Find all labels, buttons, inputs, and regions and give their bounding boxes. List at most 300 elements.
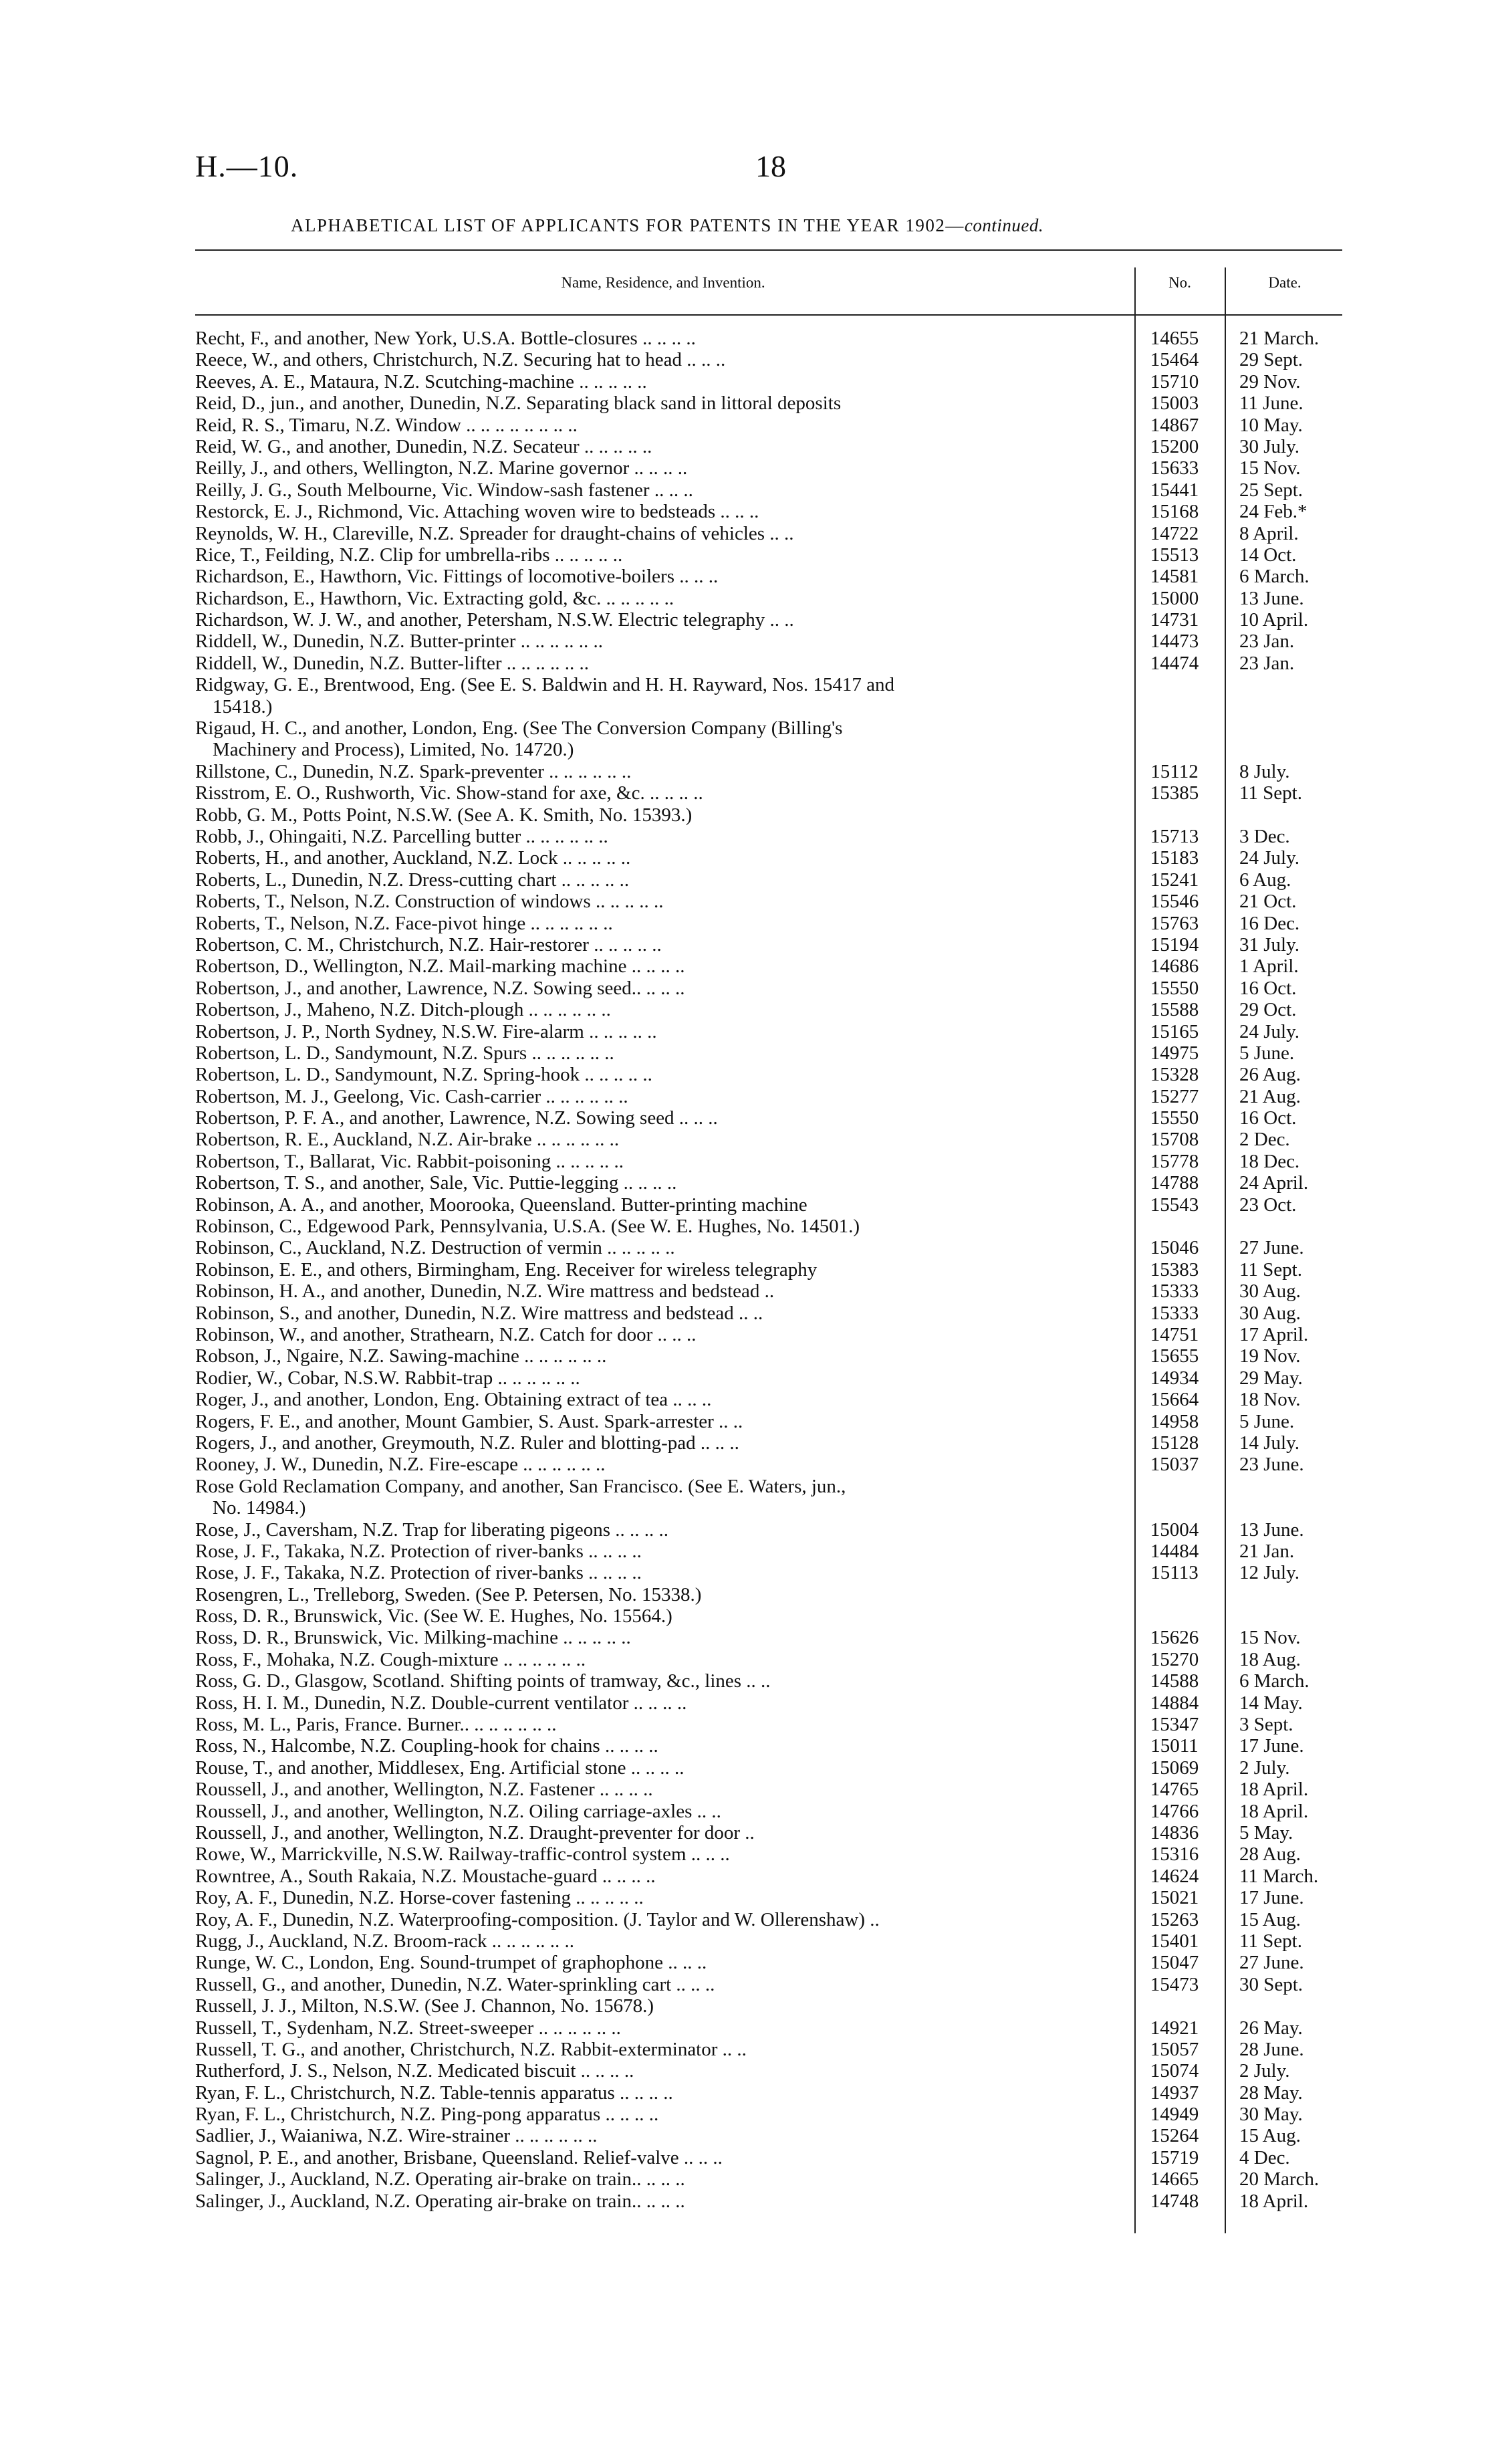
applicant-entry bbox=[195, 1303, 1126, 1324]
applicant-entry bbox=[195, 1259, 1126, 1280]
entry-text: Robertson, T. S., and another, Sale, Vic. Puttie-legging .. .. .. .. bbox=[195, 1172, 677, 1194]
entry-text: Reilly, J., and others, Wellington, N.Z. Marine governor .. .. .. .. bbox=[195, 457, 688, 479]
entry-text: Ryan, F. L., Christchurch, N.Z. Ping-pong apparatus .. .. .. .. bbox=[195, 2104, 659, 2126]
patent-number: 15333 bbox=[1150, 1280, 1199, 1303]
entry-text: Rogers, F. E., and another, Mount Gambier, S. Aust. Spark-arrester .. .. bbox=[195, 1410, 743, 1432]
applicant-entry bbox=[195, 1692, 1126, 1714]
table-row bbox=[195, 1562, 1342, 1583]
application-date: 20 March. bbox=[1239, 2168, 1320, 2191]
application-date: 12 July. bbox=[1239, 1562, 1299, 1584]
patent-number: 15473 bbox=[1150, 1973, 1199, 1995]
application-date: 6 March. bbox=[1239, 1670, 1310, 1692]
application-date: 3 Dec. bbox=[1239, 826, 1290, 848]
applicant-entry bbox=[195, 1627, 1126, 1648]
application-date: 23 Jan. bbox=[1239, 631, 1295, 653]
entry-text: Roberts, T., Nelson, N.Z. Face-pivot hinge .. .. .. .. .. .. bbox=[195, 912, 613, 934]
entry-continuation: Machinery and Process), Limited, No. 14720.) bbox=[213, 739, 574, 761]
applicant-entry bbox=[195, 1843, 1126, 1865]
table-row bbox=[195, 2017, 1342, 2039]
table-row bbox=[195, 1995, 1342, 2017]
applicant-entry bbox=[195, 1714, 1126, 1735]
application-date: 27 June. bbox=[1239, 1237, 1304, 1259]
applicant-entry bbox=[195, 371, 1126, 393]
application-date: 18 Dec. bbox=[1239, 1150, 1300, 1172]
table-row bbox=[195, 371, 1342, 393]
table-row bbox=[195, 1367, 1342, 1389]
table-row bbox=[195, 2082, 1342, 2104]
applicant-entry bbox=[195, 479, 1126, 501]
application-date: 28 June. bbox=[1239, 2038, 1304, 2060]
patent-number: 15513 bbox=[1150, 544, 1199, 566]
table-row bbox=[195, 1843, 1342, 1865]
application-date: 18 Aug. bbox=[1239, 1648, 1301, 1670]
table-row bbox=[195, 1952, 1342, 1973]
entry-text: Rowntree, A., South Rakaia, N.Z. Moustache-guard .. .. .. .. bbox=[195, 1865, 656, 1887]
application-date: 29 May. bbox=[1239, 1367, 1303, 1389]
patent-number: 15626 bbox=[1150, 1627, 1199, 1649]
applicant-entry bbox=[195, 717, 1128, 761]
table-row bbox=[195, 1303, 1342, 1324]
application-date: 11 Sept. bbox=[1239, 1930, 1302, 1952]
table-row bbox=[195, 1584, 1342, 1605]
application-date: 17 April. bbox=[1239, 1324, 1309, 1345]
entry-text: Russell, T., Sydenham, N.Z. Street-sweeper .. .. .. .. .. .. bbox=[195, 2017, 621, 2039]
page-number: 18 bbox=[755, 149, 786, 183]
application-date: 21 Oct. bbox=[1239, 891, 1297, 913]
patent-number: 15004 bbox=[1150, 1519, 1199, 1541]
table-row bbox=[195, 1454, 1342, 1475]
patent-number: 15270 bbox=[1150, 1648, 1199, 1670]
applicant-entry bbox=[195, 1779, 1126, 1800]
application-date: 29 Oct. bbox=[1239, 999, 1297, 1021]
table-row bbox=[195, 1432, 1342, 1454]
table-row bbox=[195, 1909, 1342, 1930]
patent-number: 15385 bbox=[1150, 782, 1199, 804]
entry-text: Robb, J., Ohingaiti, N.Z. Parcelling butter .. .. .. .. .. .. bbox=[195, 826, 608, 848]
table-row bbox=[195, 1345, 1342, 1367]
table-row bbox=[195, 1757, 1342, 1779]
applicant-entry bbox=[195, 847, 1126, 869]
entry-text: Ross, F., Mohaka, N.Z. Cough-mixture .. .. .. .. .. .. bbox=[195, 1648, 586, 1670]
entry-text: Reilly, J. G., South Melbourne, Vic. Window-sash fastener .. .. .. bbox=[195, 479, 693, 501]
table-row bbox=[195, 1801, 1342, 1822]
application-date: 19 Nov. bbox=[1239, 1345, 1301, 1367]
patent-number: 15719 bbox=[1150, 2146, 1199, 2168]
applicant-entry bbox=[195, 1345, 1126, 1367]
applicant-entry bbox=[195, 1107, 1126, 1129]
applicant-entry bbox=[195, 891, 1126, 912]
entry-continuation: 15418.) bbox=[213, 695, 273, 717]
patent-number: 15763 bbox=[1150, 912, 1199, 934]
entry-text: Robb, G. M., Potts Point, N.S.W. (See A. K. Smith, No. 15393.) bbox=[195, 804, 693, 826]
entry-text: Robertson, M. J., Geelong, Vic. Cash-carrier .. .. .. .. .. .. bbox=[195, 1085, 628, 1107]
applicant-entry bbox=[195, 1952, 1126, 1973]
table-row bbox=[195, 826, 1342, 847]
entry-text: Robertson, T., Ballarat, Vic. Rabbit-poisoning .. .. .. .. .. bbox=[195, 1150, 624, 1172]
application-date: 11 March. bbox=[1239, 1865, 1319, 1887]
applicant-entry bbox=[195, 631, 1126, 652]
entry-text: Roussell, J., and another, Wellington, N.Z. Draught-preventer for door .. bbox=[195, 1822, 755, 1843]
patent-number: 15021 bbox=[1150, 1887, 1199, 1909]
table-row bbox=[195, 761, 1342, 782]
entry-text: Russell, J. J., Milton, N.S.W. (See J. Channon, No. 15678.) bbox=[195, 1995, 654, 2017]
applicant-entry bbox=[195, 1237, 1126, 1258]
table-row bbox=[195, 653, 1342, 674]
table-row bbox=[195, 1389, 1342, 1410]
applicant-entry bbox=[195, 544, 1126, 566]
patent-number: 14484 bbox=[1150, 1540, 1199, 1562]
application-date: 16 Oct. bbox=[1239, 1107, 1297, 1129]
application-date: 2 July. bbox=[1239, 2060, 1290, 2082]
table-row bbox=[195, 956, 1342, 977]
application-date: 5 May. bbox=[1239, 1822, 1293, 1843]
table-row bbox=[195, 1216, 1342, 1237]
table-row bbox=[195, 609, 1342, 631]
application-date: 15 Nov. bbox=[1239, 457, 1301, 479]
entry-text: Robertson, J. P., North Sydney, N.S.W. Fire-alarm .. .. .. .. .. bbox=[195, 1020, 657, 1042]
table-row bbox=[195, 1605, 1342, 1627]
patent-number: 14722 bbox=[1150, 522, 1199, 544]
entry-text: Rouse, T., and another, Middlesex, Eng. Artificial stone .. .. .. .. bbox=[195, 1757, 685, 1779]
application-date: 1 April. bbox=[1239, 956, 1299, 978]
table-header-rule bbox=[195, 314, 1342, 316]
entry-text: Rodier, W., Cobar, N.S.W. Rabbit-trap .. .. .. .. .. .. bbox=[195, 1367, 580, 1389]
patent-number: 14921 bbox=[1150, 2017, 1199, 2039]
patent-number: 15347 bbox=[1150, 1714, 1199, 1736]
application-date: 18 April. bbox=[1239, 1800, 1309, 1822]
patent-number: 15183 bbox=[1150, 847, 1199, 869]
patent-number: 15333 bbox=[1150, 1302, 1199, 1324]
applicant-entry bbox=[195, 2104, 1126, 2125]
entry-text: Robertson, L. D., Sandymount, N.Z. Spurs .. .. .. .. .. .. bbox=[195, 1042, 614, 1064]
patent-number: 15550 bbox=[1150, 1107, 1199, 1129]
applicant-entry bbox=[195, 436, 1126, 457]
entry-text: Ridgway, G. E., Brentwood, Eng. (See E. S. Baldwin and H. H. Rayward, Nos. 15417 and bbox=[195, 674, 895, 696]
patent-number: 14748 bbox=[1150, 2190, 1199, 2212]
entry-text: Rose, J. F., Takaka, N.Z. Protection of river-banks .. .. .. .. bbox=[195, 1562, 642, 1584]
application-date: 14 May. bbox=[1239, 1692, 1303, 1714]
entry-text: Rose, J. F., Takaka, N.Z. Protection of river-banks .. .. .. .. bbox=[195, 1540, 642, 1562]
entry-text: Risstrom, E. O., Rushworth, Vic. Show-stand for axe, &c. .. .. .. .. bbox=[195, 782, 703, 804]
applicant-entry bbox=[195, 1757, 1126, 1779]
applicant-entry bbox=[195, 1367, 1126, 1389]
applicant-entry bbox=[195, 2168, 1126, 2190]
applicant-entry bbox=[195, 1476, 1128, 1519]
entry-text: Rooney, J. W., Dunedin, N.Z. Fire-escape .. .. .. .. .. .. bbox=[195, 1454, 606, 1476]
application-date: 13 June. bbox=[1239, 1519, 1304, 1541]
applicant-entry bbox=[195, 609, 1126, 631]
entry-text: Riddell, W., Dunedin, N.Z. Butter-lifter .. .. .. .. .. .. bbox=[195, 652, 590, 674]
patent-number: 14624 bbox=[1150, 1865, 1199, 1887]
patent-number: 15074 bbox=[1150, 2060, 1199, 2082]
entry-text: Rice, T., Feilding, N.Z. Clip for umbrella-ribs .. .. .. .. .. bbox=[195, 544, 623, 566]
patent-number: 15778 bbox=[1150, 1150, 1199, 1172]
application-date: 14 Oct. bbox=[1239, 544, 1297, 566]
application-date: 31 July. bbox=[1239, 933, 1299, 956]
applicant-entry bbox=[195, 2060, 1126, 2082]
application-date: 30 Aug. bbox=[1239, 1302, 1301, 1324]
table-row bbox=[195, 934, 1342, 956]
application-date: 29 Sept. bbox=[1239, 349, 1303, 371]
title-continued: continued. bbox=[964, 215, 1044, 235]
applicant-entry bbox=[195, 1324, 1126, 1345]
patent-number: 14766 bbox=[1150, 1800, 1199, 1822]
patent-number: 14934 bbox=[1150, 1367, 1199, 1389]
applicant-entry bbox=[195, 1042, 1126, 1064]
patent-number: 15633 bbox=[1150, 457, 1199, 479]
table-row bbox=[195, 2191, 1342, 2212]
application-date: 27 June. bbox=[1239, 1952, 1304, 1974]
applicant-entry bbox=[195, 1541, 1126, 1562]
entry-text: Ross, D. R., Brunswick, Vic. Milking-machine .. .. .. .. .. bbox=[195, 1627, 631, 1649]
entry-text: Robertson, D., Wellington, N.Z. Mail-marking machine .. .. .. .. bbox=[195, 956, 685, 978]
application-date: 24 Feb.* bbox=[1239, 501, 1308, 523]
table-row bbox=[195, 1822, 1342, 1843]
application-date: 15 Aug. bbox=[1239, 2125, 1301, 2147]
entry-text: Robertson, P. F. A., and another, Lawrence, N.Z. Sowing seed .. .. .. bbox=[195, 1107, 718, 1129]
entry-text: Roy, A. F., Dunedin, N.Z. Waterproofing-composition. (J. Taylor and W. Ollerenshaw) .. bbox=[195, 1908, 880, 1930]
table-row bbox=[195, 1670, 1342, 1692]
applicant-entry bbox=[195, 1432, 1126, 1454]
entry-text: Restorck, E. J., Richmond, Vic. Attaching woven wire to bedsteads .. .. .. bbox=[195, 501, 759, 523]
applicant-entry bbox=[195, 1801, 1126, 1822]
table-row bbox=[195, 717, 1342, 761]
patent-number: 15069 bbox=[1150, 1757, 1199, 1779]
patent-number: 15241 bbox=[1150, 869, 1199, 891]
application-date: 6 March. bbox=[1239, 566, 1310, 588]
patent-number: 15200 bbox=[1150, 435, 1199, 457]
applicant-entry bbox=[195, 913, 1126, 934]
applicant-entry bbox=[195, 523, 1126, 544]
table-row bbox=[195, 1172, 1342, 1194]
patent-number: 15383 bbox=[1150, 1258, 1199, 1280]
applicant-entry bbox=[195, 1151, 1126, 1172]
entry-text: Russell, T. G., and another, Christchurch, N.Z. Rabbit-exterminator .. .. bbox=[195, 2038, 747, 2060]
table-row bbox=[195, 1237, 1342, 1258]
patent-number: 14975 bbox=[1150, 1042, 1199, 1064]
entry-text: Robinson, A. A., and another, Moorooka, Queensland. Butter-printing machine bbox=[195, 1194, 807, 1216]
patent-number: 15263 bbox=[1150, 1908, 1199, 1930]
column-header-no: No. bbox=[1168, 274, 1191, 291]
patent-number: 15113 bbox=[1150, 1562, 1199, 1584]
table-row bbox=[195, 479, 1342, 501]
table-row bbox=[195, 393, 1342, 414]
application-date: 30 Sept. bbox=[1239, 1973, 1303, 1995]
entry-text: Richardson, E., Hawthorn, Vic. Extracting gold, &c. .. .. .. .. .. bbox=[195, 587, 674, 609]
patent-number: 14788 bbox=[1150, 1172, 1199, 1194]
table-row bbox=[195, 1042, 1342, 1064]
entry-text: Robinson, W., and another, Strathearn, N.Z. Catch for door .. .. .. bbox=[195, 1324, 697, 1345]
table-row bbox=[195, 523, 1342, 544]
patent-number: 14836 bbox=[1150, 1822, 1199, 1843]
column-header-name: Name, Residence, and Invention. bbox=[561, 274, 765, 291]
table-row bbox=[195, 1151, 1342, 1172]
applicant-entry bbox=[195, 1064, 1126, 1085]
applicant-entry bbox=[195, 1454, 1126, 1475]
applicant-entry bbox=[195, 1735, 1126, 1757]
patent-number: 15655 bbox=[1150, 1345, 1199, 1367]
application-date: 26 Aug. bbox=[1239, 1064, 1301, 1086]
applicant-entry bbox=[195, 1866, 1126, 1887]
entry-text: Richardson, W. J. W., and another, Petersham, N.S.W. Electric telegraphy .. .. bbox=[195, 609, 794, 631]
table-row bbox=[195, 457, 1342, 479]
application-date: 21 March. bbox=[1239, 328, 1320, 349]
application-date: 23 Jan. bbox=[1239, 652, 1295, 674]
entry-text: Rugg, J., Auckland, N.Z. Broom-rack .. .. .. .. .. .. bbox=[195, 1930, 575, 1952]
patent-number: 15168 bbox=[1150, 501, 1199, 523]
applicant-entry bbox=[195, 1605, 1126, 1627]
applicant-entry bbox=[195, 999, 1126, 1020]
patent-number: 15112 bbox=[1150, 760, 1199, 782]
applicant-entry bbox=[195, 2017, 1126, 2039]
entry-text: Robertson, L. D., Sandymount, N.Z. Spring-hook .. .. .. .. .. bbox=[195, 1064, 652, 1086]
applicant-entry bbox=[195, 349, 1126, 370]
table-row bbox=[195, 631, 1342, 652]
entry-text: Robinson, C., Auckland, N.Z. Destruction of vermin .. .. .. .. .. bbox=[195, 1237, 675, 1259]
applicant-entry bbox=[195, 934, 1126, 956]
entry-text: Robertson, C. M., Christchurch, N.Z. Hair-restorer .. .. .. .. .. bbox=[195, 933, 662, 956]
applicant-entry bbox=[195, 1172, 1126, 1194]
entry-text: Recht, F., and another, New York, U.S.A. Bottle-closures .. .. .. .. bbox=[195, 328, 696, 349]
applicant-entry bbox=[195, 2125, 1126, 2146]
patent-number: 14665 bbox=[1150, 2168, 1199, 2191]
entry-text: Robinson, C., Edgewood Park, Pennsylvania, U.S.A. (See W. E. Hughes, No. 14501.) bbox=[195, 1216, 860, 1238]
application-date: 30 May. bbox=[1239, 2104, 1303, 2126]
entry-text: Robinson, H. A., and another, Dunedin, N.Z. Wire mattress and bedstead .. bbox=[195, 1280, 775, 1303]
applicant-entry bbox=[195, 415, 1126, 436]
table-row bbox=[195, 1649, 1342, 1670]
application-date: 18 April. bbox=[1239, 1779, 1309, 1801]
table-row bbox=[195, 1779, 1342, 1800]
applicant-entry bbox=[195, 1086, 1126, 1107]
applicant-entry bbox=[195, 1280, 1126, 1302]
page-title bbox=[291, 215, 1334, 236]
application-date: 4 Dec. bbox=[1239, 2146, 1290, 2168]
table-row bbox=[195, 674, 1342, 717]
application-date: 17 June. bbox=[1239, 1735, 1304, 1757]
applicant-entry bbox=[195, 2191, 1126, 2212]
table-row bbox=[195, 1627, 1342, 1648]
entry-text: Rigaud, H. C., and another, London, Eng. (See The Conversion Company (Billing's bbox=[195, 717, 843, 740]
table-row bbox=[195, 1692, 1342, 1714]
patent-number: 15000 bbox=[1150, 587, 1199, 609]
applicant-entry bbox=[195, 588, 1126, 609]
entry-text: Runge, W. C., London, Eng. Sound-trumpet of graphophone .. .. .. bbox=[195, 1952, 707, 1974]
entry-text: Rose, J., Caversham, N.Z. Trap for liberating pigeons .. .. .. .. bbox=[195, 1519, 669, 1541]
applicant-entry bbox=[195, 1389, 1126, 1410]
table-row bbox=[195, 1974, 1342, 1995]
entry-text: Roy, A. F., Dunedin, N.Z. Horse-cover fastening .. .. .. .. .. bbox=[195, 1887, 644, 1909]
entry-text: Richardson, E., Hawthorn, Vic. Fittings of locomotive-boilers .. .. .. bbox=[195, 566, 719, 588]
patent-number: 15441 bbox=[1150, 479, 1199, 501]
application-date: 18 April. bbox=[1239, 2190, 1309, 2212]
application-date: 13 June. bbox=[1239, 587, 1304, 609]
entry-text: Reeves, A. E., Mataura, N.Z. Scutching-machine .. .. .. .. .. bbox=[195, 370, 647, 393]
applicant-entry bbox=[195, 1909, 1126, 1930]
table-row bbox=[195, 1866, 1342, 1887]
applicant-entry bbox=[195, 978, 1126, 999]
table-row bbox=[195, 1129, 1342, 1150]
table-row bbox=[195, 1930, 1342, 1952]
table-row bbox=[195, 1107, 1342, 1129]
patent-number: 15316 bbox=[1150, 1843, 1199, 1866]
table-row bbox=[195, 1519, 1342, 1541]
patent-number: 14731 bbox=[1150, 609, 1199, 631]
table-row bbox=[195, 804, 1342, 826]
entry-text: Robinson, E. E., and others, Birmingham, Eng. Receiver for wireless telegraphy bbox=[195, 1258, 818, 1280]
applicant-entry bbox=[195, 1216, 1126, 1237]
patent-number: 14958 bbox=[1150, 1410, 1199, 1432]
applicant-entry bbox=[195, 328, 1126, 349]
entry-text: Salinger, J., Auckland, N.Z. Operating air-brake on train.. .. .. .. bbox=[195, 2168, 685, 2191]
patent-number: 15543 bbox=[1150, 1194, 1199, 1216]
applicant-entry bbox=[195, 1930, 1126, 1952]
table-row bbox=[195, 588, 1342, 609]
applicant-entry bbox=[195, 1822, 1126, 1843]
applicant-entry bbox=[195, 1129, 1126, 1150]
application-date: 10 April. bbox=[1239, 609, 1309, 631]
application-date: 16 Oct. bbox=[1239, 977, 1297, 999]
patent-number: 15264 bbox=[1150, 2125, 1199, 2147]
patent-number: 14474 bbox=[1150, 652, 1199, 674]
table-row bbox=[195, 1064, 1342, 1085]
patent-number: 14884 bbox=[1150, 1692, 1199, 1714]
patent-number: 15128 bbox=[1150, 1432, 1199, 1454]
application-date: 14 July. bbox=[1239, 1432, 1299, 1454]
patent-number: 14949 bbox=[1150, 2104, 1199, 2126]
applicant-entry bbox=[195, 457, 1126, 479]
applicant-entry bbox=[195, 1649, 1126, 1670]
table-row bbox=[195, 328, 1342, 349]
application-date: 5 June. bbox=[1239, 1042, 1295, 1064]
application-date: 29 Nov. bbox=[1239, 370, 1301, 393]
patent-number: 15057 bbox=[1150, 2038, 1199, 2060]
patent-number: 14655 bbox=[1150, 328, 1199, 349]
patent-number: 15546 bbox=[1150, 891, 1199, 913]
entry-text: Rosengren, L., Trelleborg, Sweden. (See P. Petersen, No. 15338.) bbox=[195, 1583, 702, 1605]
patent-number: 15046 bbox=[1150, 1237, 1199, 1259]
entry-text: Ross, M. L., Paris, France. Burner.. .. .. .. .. .. .. bbox=[195, 1714, 557, 1736]
patent-number: 15664 bbox=[1150, 1389, 1199, 1411]
application-date: 26 May. bbox=[1239, 2017, 1303, 2039]
table-row bbox=[195, 1021, 1342, 1042]
table-row bbox=[195, 415, 1342, 436]
table-row bbox=[195, 847, 1342, 869]
page-reference: H.—10. bbox=[195, 149, 299, 183]
patent-number: 15401 bbox=[1150, 1930, 1199, 1952]
table-row bbox=[195, 999, 1342, 1020]
application-date: 23 June. bbox=[1239, 1454, 1304, 1476]
table-row bbox=[195, 782, 1342, 804]
applicant-entry bbox=[195, 1411, 1126, 1432]
entry-continuation: No. 14984.) bbox=[213, 1497, 306, 1519]
table-row bbox=[195, 1714, 1342, 1735]
table-row bbox=[195, 869, 1342, 891]
patent-number: 14765 bbox=[1150, 1779, 1199, 1801]
patent-number: 14473 bbox=[1150, 631, 1199, 653]
table-row bbox=[195, 1541, 1342, 1562]
applicant-entry bbox=[195, 804, 1126, 826]
table-row bbox=[195, 978, 1342, 999]
table-row bbox=[195, 2104, 1342, 2125]
applicant-entry bbox=[195, 1995, 1126, 2017]
patent-number: 15328 bbox=[1150, 1064, 1199, 1086]
entry-text: Roussell, J., and another, Wellington, N.Z. Fastener .. .. .. .. bbox=[195, 1779, 653, 1801]
entry-text: Robertson, J., and another, Lawrence, N.Z. Sowing seed.. .. .. .. bbox=[195, 977, 685, 999]
application-date: 25 Sept. bbox=[1239, 479, 1303, 501]
applicant-entry bbox=[195, 782, 1126, 804]
table-row bbox=[195, 1887, 1342, 1908]
